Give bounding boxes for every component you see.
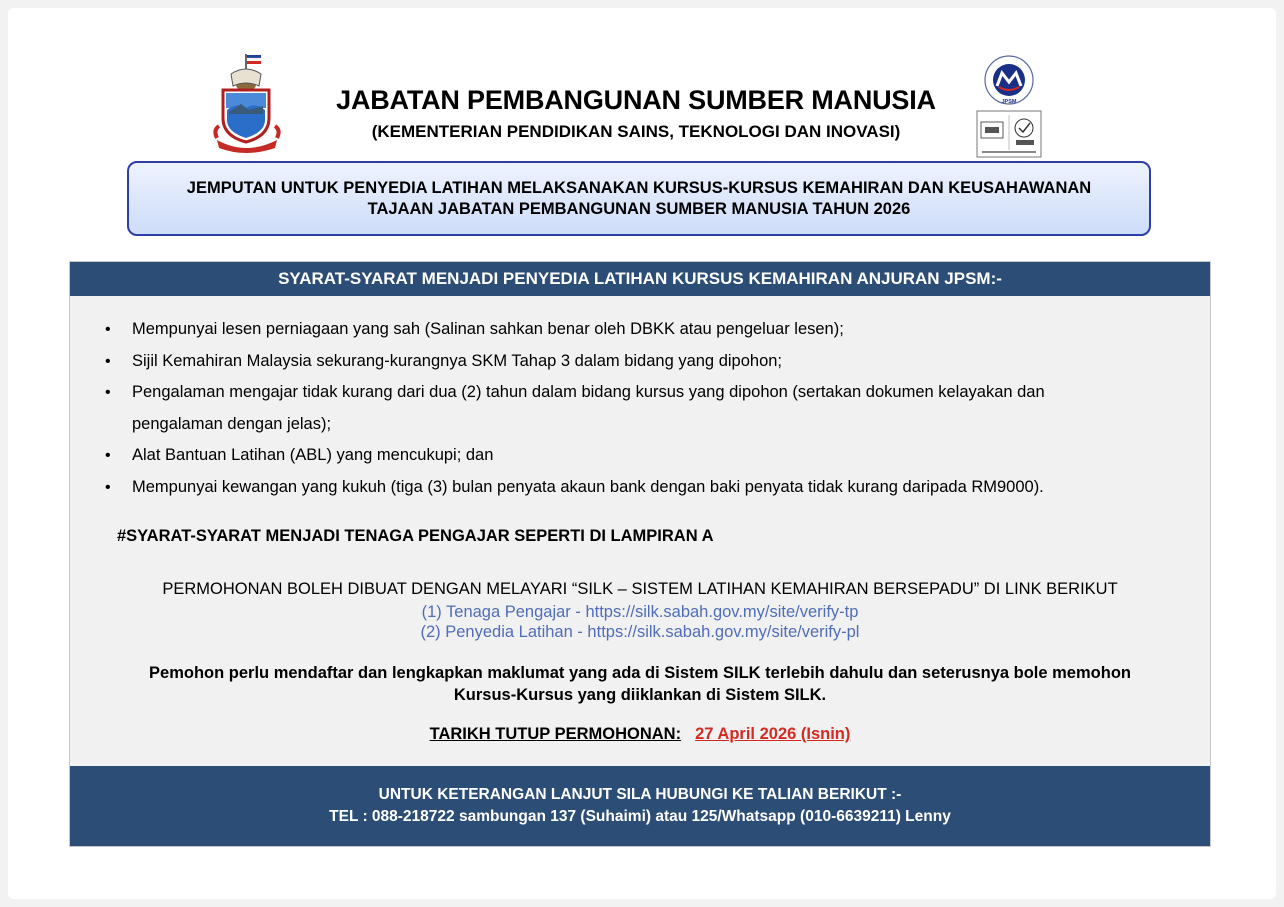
bullet-icon: •: [105, 321, 111, 338]
bullet-icon: •: [105, 478, 111, 496]
jpsm-logo: [975, 53, 1043, 108]
jpsm-logo-text: JPSM: [1001, 99, 1017, 105]
list-item: [105, 346, 1182, 378]
registration-note-line-2: Kursus-Kursus yang diiklankan di Sistem SILK.: [453, 686, 827, 704]
contact-footer: [70, 766, 1210, 846]
link-tenaga-pengajar[interactable]: (1) Tenaga Pengajar - https://silk.sabah.gov.my/site/verify-tp: [421, 603, 859, 621]
list-item: [105, 377, 1182, 409]
banner-line-1: JEMPUTAN UNTUK PENYEDIA LATIHAN MELAKSANAKAN KURSUS-KURSUS KEMAHIRAN DAN KEUSAHAWANAN: [186, 178, 1092, 197]
bullet-icon: •: [105, 352, 111, 370]
application-instruction: PERMOHONAN BOLEH DIBUAT DENGAN MELAYARI “SILK – SISTEM LATIHAN KEMAHIRAN BERSEPADU” DI LINK BERIKUT: [162, 580, 1118, 598]
lampiran-note: #SYARAT-SYARAT MENJADI TENAGA PENGAJAR SEPERTI DI LAMPIRAN A: [117, 527, 714, 545]
sabah-crest-logo: [213, 52, 281, 156]
document-page: [8, 8, 1276, 899]
bullet-icon: •: [105, 447, 111, 464]
link-penyedia-latihan[interactable]: (2) Penyedia Latihan - https://silk.sabah.gov.my/site/verify-pl: [420, 623, 860, 641]
list-item-text: Alat Bantuan Latihan (ABL) yang mencukupi; dan: [132, 446, 494, 464]
list-item: [105, 440, 1182, 472]
closing-date: [70, 725, 1210, 744]
registration-note-line-1: Pemohon perlu mendaftar dan lengkapkan maklumat yang ada di Sistem SILK terlebih dahulu dan seterusnya bole memohon: [149, 664, 1131, 682]
closing-date-label: TARIKH TUTUP PERMOHONAN:: [429, 725, 682, 743]
contact-line-1: UNTUK KETERANGAN LANJUT SILA HUBUNGI KE TALIAN BERIKUT :-: [378, 786, 902, 803]
application-links: [70, 602, 1210, 642]
organization-title: JABATAN PEMBANGUNAN SUMBER MANUSIA: [336, 85, 936, 115]
list-item-text: pengalaman dengan jelas);: [132, 414, 332, 433]
list-item-text: Sijil Kemahiran Malaysia sekurang-kurangnya SKM Tahap 3 dalam bidang yang dipohon;: [132, 351, 783, 370]
requirements-panel: [69, 261, 1211, 847]
list-item-text: Mempunyai kewangan yang kukuh (tiga (3) bulan penyata akaun bank dengan baki penyata tidak kurang daripada RM9000).: [132, 477, 1044, 496]
requirements-heading: SYARAT-SYARAT MENJADI PENYEDIA LATIHAN KURSUS KEMAHIRAN ANJURAN JPSM:-: [70, 262, 1210, 296]
registration-note: [70, 662, 1210, 706]
requirements-list: [105, 314, 1182, 503]
bullet-icon: •: [105, 384, 111, 401]
list-item-text: Pengalaman mengajar tidak kurang dari dua (2) tahun dalam bidang kursus yang dipohon (sertakan dokumen kelayakan dan: [132, 383, 1045, 401]
certification-marks-logo: [976, 110, 1042, 158]
list-item-text: Mempunyai lesen perniagaan yang sah (Salinan sahkan benar oleh DBKK atau pengeluar lesen);: [132, 320, 844, 338]
list-item: [105, 314, 1182, 346]
list-item: [105, 472, 1182, 504]
contact-line-2: TEL : 088-218722 sambungan 137 (Suhaimi) atau 125/Whatsapp (010-6639211) Lenny: [329, 808, 951, 825]
list-item-continuation: [132, 409, 1182, 441]
invitation-banner: [127, 161, 1151, 236]
organization-subtitle: (KEMENTERIAN PENDIDIKAN SAINS, TEKNOLOGI DAN INOVASI): [371, 122, 901, 141]
banner-line-2: TAJAAN JABATAN PEMBANGUNAN SUMBER MANUSIA TAHUN 2026: [367, 199, 911, 218]
closing-date-value: 27 April 2026 (Isnin): [695, 725, 851, 743]
